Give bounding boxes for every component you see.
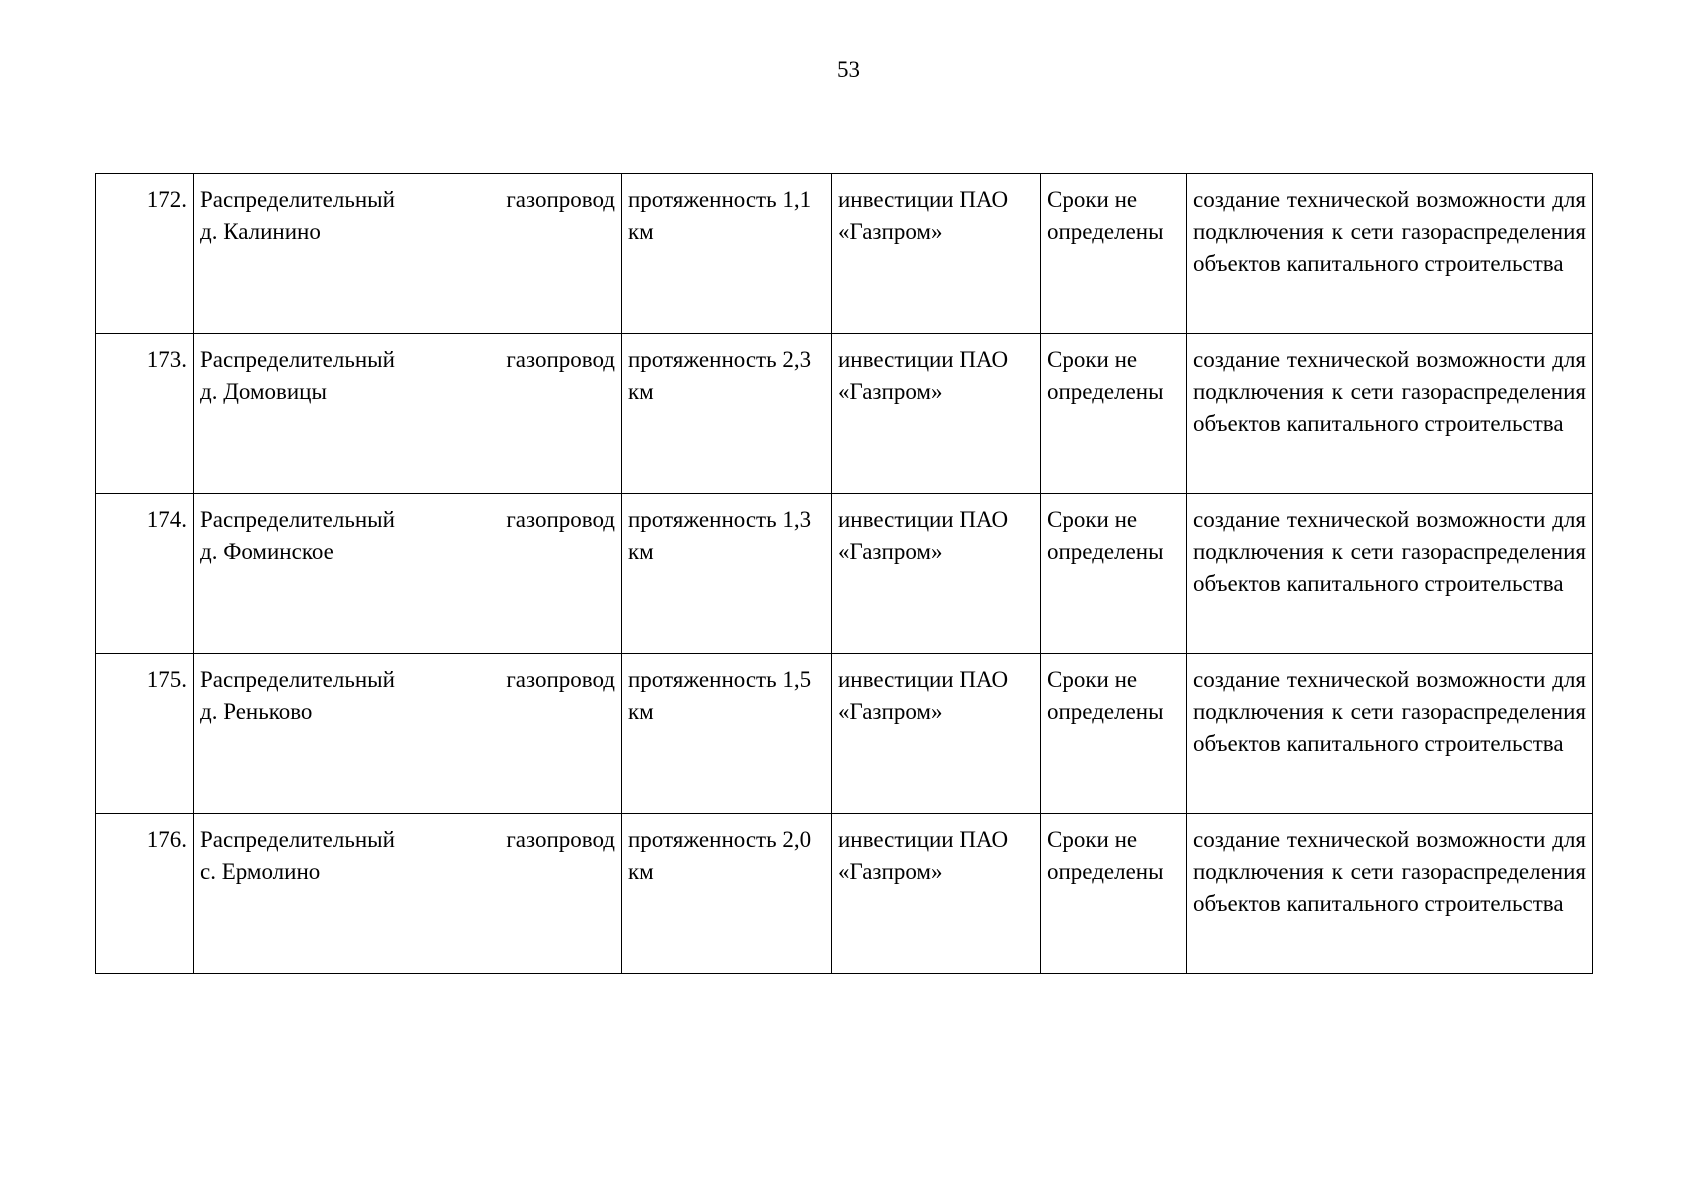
row-number: 176. <box>96 814 194 974</box>
object-length: протяженность 1,1 км <box>622 174 832 334</box>
object-length: протяженность 2,3 км <box>622 334 832 494</box>
object-purpose: создание технической возможности для подключения к сети газораспределения объектов капитального строительства <box>1187 814 1593 974</box>
table-row <box>96 654 1593 814</box>
row-number: 174. <box>96 494 194 654</box>
row-number: 172. <box>96 174 194 334</box>
implementation-terms: Сроки не определены <box>1041 334 1187 494</box>
table-row <box>96 334 1593 494</box>
object-name-cell <box>194 174 622 334</box>
object-name-line1: Распределительный газопровод <box>200 827 615 852</box>
object-name-cell <box>194 654 622 814</box>
funding-source: инвестиции ПАО «Газпром» <box>832 494 1041 654</box>
object-length: протяженность 2,0 км <box>622 814 832 974</box>
object-length: протяженность 1,5 км <box>622 654 832 814</box>
table-row <box>96 494 1593 654</box>
implementation-terms: Сроки не определены <box>1041 494 1187 654</box>
funding-source: инвестиции ПАО «Газпром» <box>832 174 1041 334</box>
row-number: 173. <box>96 334 194 494</box>
object-name-cell <box>194 334 622 494</box>
object-length: протяженность 1,3 км <box>622 494 832 654</box>
object-purpose: создание технической возможности для подключения к сети газораспределения объектов капитального строительства <box>1187 494 1593 654</box>
funding-source: инвестиции ПАО «Газпром» <box>832 334 1041 494</box>
object-name-line2: д. Домовицы <box>200 379 327 404</box>
gas-pipeline-table <box>95 173 1593 974</box>
table-row <box>96 174 1593 334</box>
page-number: 53 <box>837 57 860 82</box>
implementation-terms: Сроки не определены <box>1041 174 1187 334</box>
row-number: 175. <box>96 654 194 814</box>
object-name-line1: Распределительный газопровод <box>200 507 615 532</box>
table-row <box>96 814 1593 974</box>
implementation-terms: Сроки не определены <box>1041 814 1187 974</box>
object-purpose: создание технической возможности для подключения к сети газораспределения объектов капитального строительства <box>1187 334 1593 494</box>
object-name-line2: д. Фоминское <box>200 539 334 564</box>
implementation-terms: Сроки не определены <box>1041 654 1187 814</box>
funding-source: инвестиции ПАО «Газпром» <box>832 654 1041 814</box>
object-name-cell <box>194 494 622 654</box>
object-purpose: создание технической возможности для подключения к сети газораспределения объектов капитального строительства <box>1187 654 1593 814</box>
object-name-line1: Распределительный газопровод <box>200 667 615 692</box>
object-name-line2: д. Реньково <box>200 699 313 724</box>
object-name-line1: Распределительный газопровод <box>200 347 615 372</box>
object-name-line2: д. Калинино <box>200 219 321 244</box>
object-name-line1: Распределительный газопровод <box>200 187 615 212</box>
object-purpose: создание технической возможности для подключения к сети газораспределения объектов капитального строительства <box>1187 174 1593 334</box>
object-name-line2: с. Ермолино <box>200 859 321 884</box>
object-name-cell <box>194 814 622 974</box>
funding-source: инвестиции ПАО «Газпром» <box>832 814 1041 974</box>
